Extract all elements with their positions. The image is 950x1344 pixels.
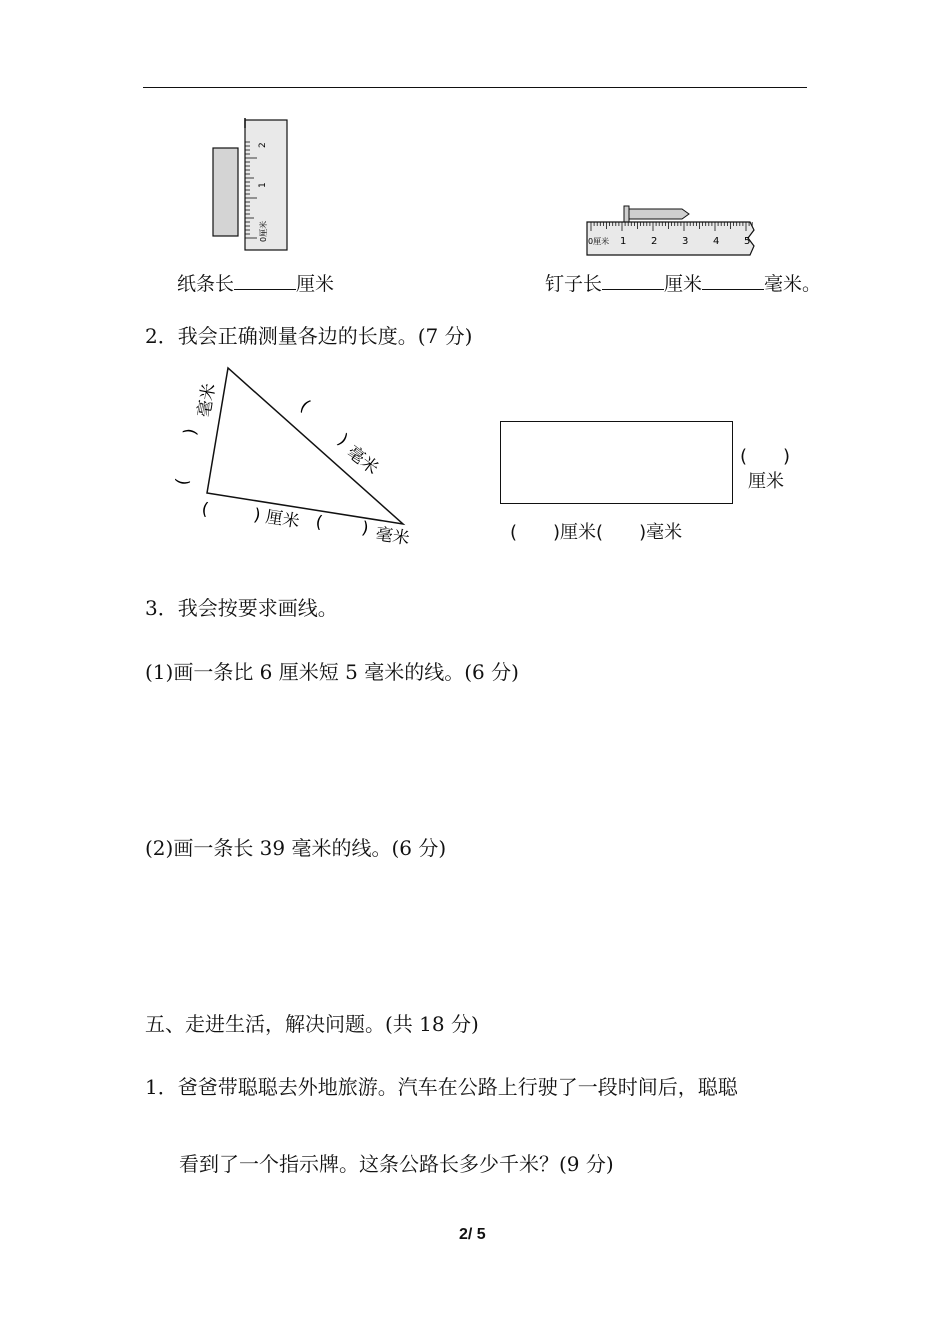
page-number: 2/ 5	[459, 1226, 486, 1243]
paper-length-blank[interactable]	[234, 271, 296, 290]
tri-bottom-paren2-close: )	[360, 518, 370, 539]
triangle	[207, 368, 403, 524]
paper-length-unit: 厘米	[296, 273, 335, 295]
vruler-tick-2: 2	[258, 142, 268, 148]
tri-right-paren-close: )	[333, 430, 352, 451]
header-rule	[143, 87, 807, 88]
section5-title: 五、走进生活，解决问题。(共 18 分)	[145, 1012, 479, 1036]
horizontal-ruler	[587, 222, 754, 255]
rect-side-paren: ( )	[740, 446, 791, 467]
nail-length-prefix: 钉子长	[545, 273, 603, 295]
triangle-figure	[165, 362, 425, 552]
horizontal-ruler-figure	[582, 200, 772, 258]
rect-bottom-label: ( )厘米( )毫米	[510, 522, 683, 543]
q3-title: 3．我会按要求画线。	[145, 596, 338, 620]
paper-length-line	[177, 269, 334, 296]
tri-bottom-unit1: 厘米	[264, 507, 301, 533]
tri-bottom-unit2: 毫米	[374, 524, 411, 550]
tri-left-paren-close: )	[180, 426, 202, 437]
rect-side-unit: 厘米	[748, 471, 784, 492]
hruler-tick-1: 1	[620, 236, 627, 247]
paper-length-prefix: 纸条长	[177, 273, 235, 295]
tri-bottom-paren2-open: (	[314, 512, 324, 533]
nail-unit-cm: 厘米	[664, 273, 703, 295]
tri-bottom-paren1-close: )	[252, 505, 262, 526]
nail-unit-mm: 毫米。	[764, 273, 822, 295]
hruler-tick-3: 3	[682, 236, 689, 247]
section5-q1-line2: 看到了一个指示牌。这条公路长多少千米？(9 分)	[179, 1152, 614, 1176]
vertical-ruler-figure	[205, 118, 300, 253]
q3-sub2: (2)画一条长 39 毫米的线。(6 分)	[145, 836, 447, 860]
nail-length-line	[545, 269, 821, 296]
tri-left-unit: 毫米	[194, 381, 220, 419]
tri-left-paren-open: (	[172, 476, 194, 487]
hruler-tick-5: 5	[744, 236, 751, 247]
paper-strip	[213, 148, 238, 236]
hruler-tick-4: 4	[713, 236, 720, 247]
hruler-tick-0: 0厘米	[588, 237, 610, 246]
vruler-tick-1: 1	[258, 182, 268, 188]
tri-right-unit: 毫米	[342, 442, 383, 479]
section5-q1-line1: 1．爸爸带聪聪去外地旅游。汽车在公路上行驶了一段时间后，聪聪	[145, 1075, 738, 1099]
nail-mm-blank[interactable]	[702, 271, 764, 290]
tri-right-paren-open: (	[295, 396, 314, 417]
rectangle	[500, 421, 733, 504]
nail-cm-blank[interactable]	[602, 271, 664, 290]
q2-title: 2．我会正确测量各边的长度。(7 分)	[145, 324, 473, 348]
vruler-tick-0: 0厘米	[259, 220, 268, 242]
nail-icon	[624, 206, 689, 222]
tri-bottom-paren1-open: (	[200, 499, 210, 520]
q3-sub1: (1)画一条比 6 厘米短 5 毫米的线。(6 分)	[145, 660, 519, 684]
hruler-tick-2: 2	[651, 236, 658, 247]
